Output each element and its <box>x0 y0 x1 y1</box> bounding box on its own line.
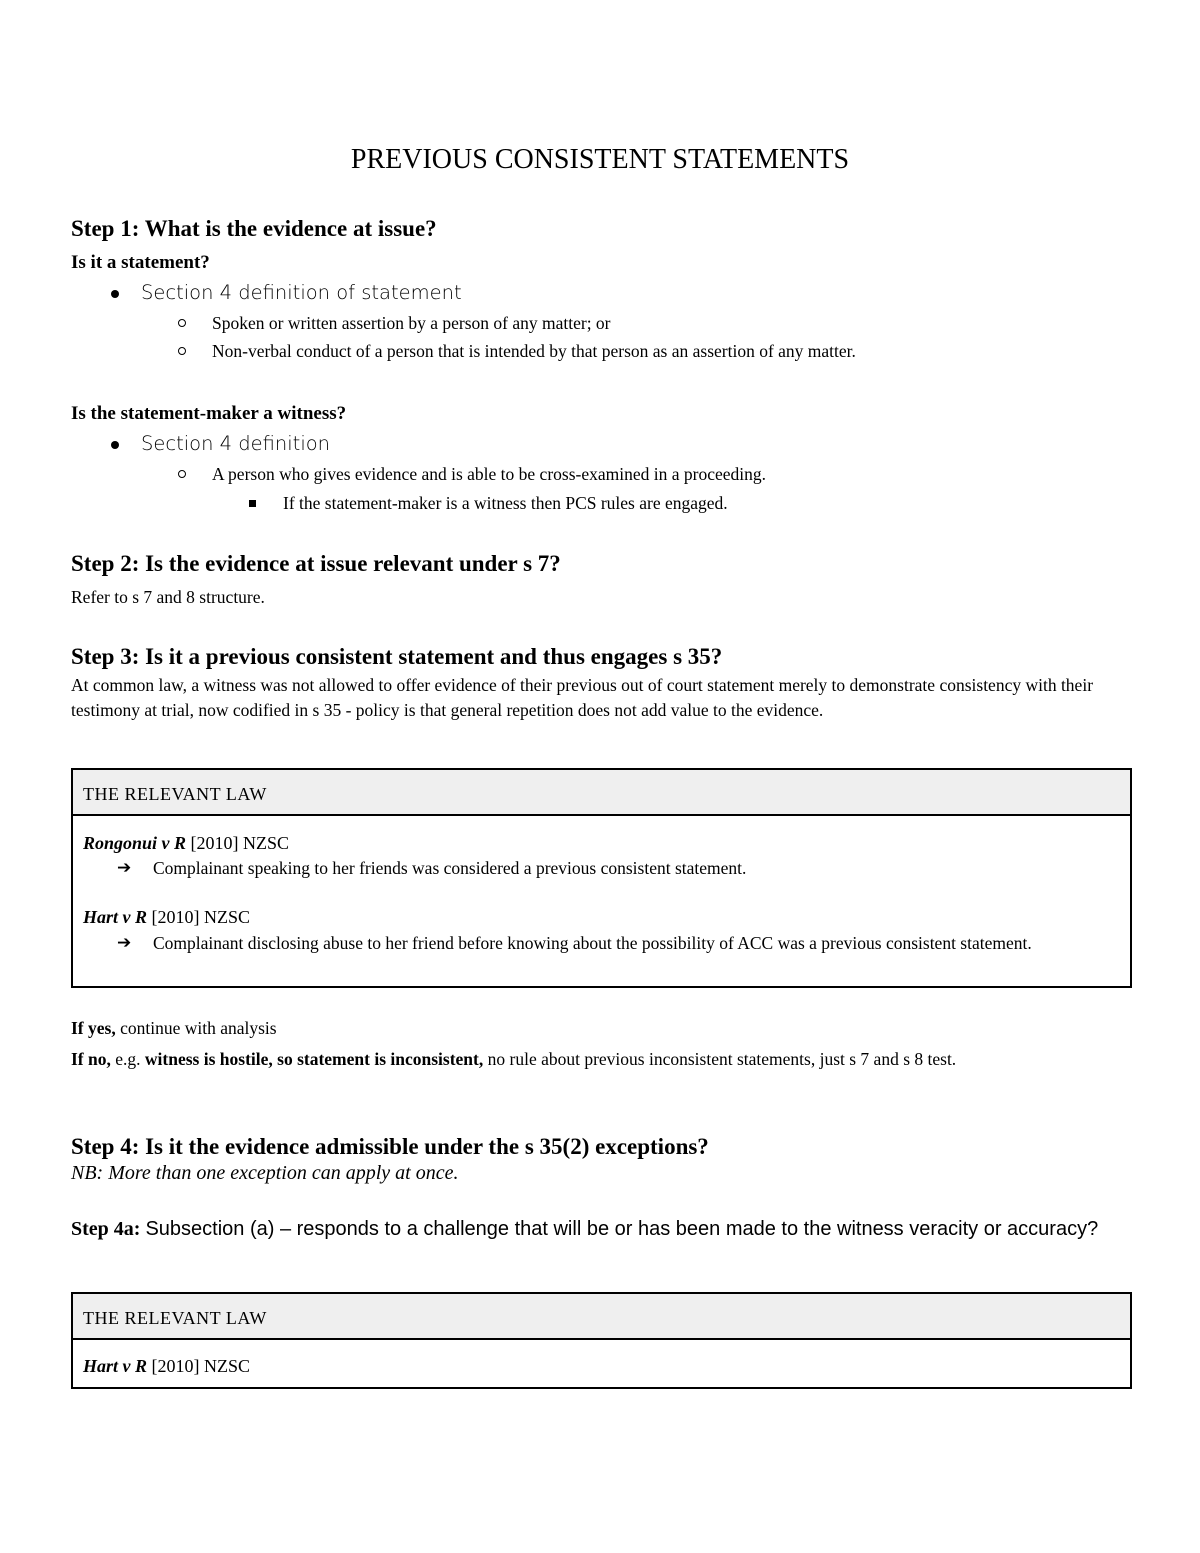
case-note: Complainant speaking to her friends was considered a previous consistent statement. <box>153 858 747 878</box>
if-no-line <box>71 1045 1131 1073</box>
bullet-circle-icon <box>178 470 186 478</box>
case-citation <box>83 1355 250 1377</box>
if-yes-text: continue with analysis <box>120 1018 277 1038</box>
list-item: Section 4 definition of statement <box>141 281 462 304</box>
arrow-icon: ➔ <box>117 858 132 878</box>
case-year: [2010] NZSC <box>151 1356 251 1376</box>
step2-heading: Step 2: Is the evidence at issue relevant under s 7? <box>71 551 561 576</box>
list-item: Spoken or written assertion by a person of any matter; or <box>212 313 611 333</box>
case-year: [2010] NZSC <box>151 907 251 927</box>
page-title: PREVIOUS CONSISTENT STATEMENTS <box>350 144 850 175</box>
bullet-circle-icon <box>178 319 186 327</box>
law-box-header: THE RELEVANT LAW <box>73 1294 1130 1340</box>
case-note: Complainant disclosing abuse to her friend before knowing about the possibility of ACC was a previous consistent statement. <box>153 933 1032 953</box>
if-yes-label: If yes, <box>71 1018 116 1038</box>
list-item: Non-verbal conduct of a person that is intended by that person as an assertion of any matter. <box>212 341 856 361</box>
case-citation <box>83 906 250 928</box>
if-no-eg: e.g. <box>115 1049 141 1069</box>
step4-heading: Step 4: Is it the evidence admissible under the s 35(2) exceptions? <box>71 1134 709 1159</box>
if-no-text: no rule about previous inconsistent statements, just s 7 and s 8 test. <box>487 1049 957 1069</box>
step2-text: Refer to s 7 and 8 structure. <box>71 587 265 607</box>
bullet-disc-icon <box>111 290 119 298</box>
case-name: Hart v R <box>83 907 148 927</box>
bullet-square-icon <box>249 500 256 507</box>
step3-text: At common law, a witness was not allowed to offer evidence of their previous out of court statement merely to demonstrate consistency with their testimony at trial, now codified in s 35 - policy is that general repetition does not add value to the evidence. <box>71 675 1094 720</box>
step1-heading: Step 1: What is the evidence at issue? <box>71 216 437 241</box>
list-item: A person who gives evidence and is able to be cross-examined in a proceeding. <box>212 464 766 484</box>
step4a-text: Subsection (a) – responds to a challenge that will be or has been made to the witness veracity or accuracy? <box>145 1218 1099 1240</box>
witness-question: Is the statement-maker a witness? <box>71 403 347 424</box>
relevant-law-box <box>71 768 1132 988</box>
step4a-label: Step 4a: <box>71 1218 141 1240</box>
if-yes-line <box>71 1016 1131 1041</box>
if-no-label: If no, <box>71 1049 111 1069</box>
case-year: [2010] NZSC <box>190 833 290 853</box>
law-box-header: THE RELEVANT LAW <box>73 770 1130 816</box>
case-citation <box>83 832 289 854</box>
list-item: If the statement-maker is a witness then PCS rules are engaged. <box>283 493 728 513</box>
step4-nb: NB: More than one exception can apply at once. <box>71 1162 459 1184</box>
statement-question: Is it a statement? <box>71 252 210 273</box>
step3-heading: Step 3: Is it a previous consistent statement and thus engages s 35? <box>71 644 723 669</box>
case-name: Hart v R <box>83 1356 148 1376</box>
list-item: Section 4 definition <box>141 432 331 455</box>
bullet-circle-icon <box>178 347 186 355</box>
bullet-disc-icon <box>111 441 119 449</box>
relevant-law-box <box>71 1292 1132 1389</box>
step4a-line <box>71 1215 1131 1243</box>
if-no-bold: witness is hostile, so statement is inconsistent, <box>144 1049 484 1069</box>
arrow-icon: ➔ <box>117 933 132 953</box>
case-name: Rongonui v R <box>83 833 187 853</box>
